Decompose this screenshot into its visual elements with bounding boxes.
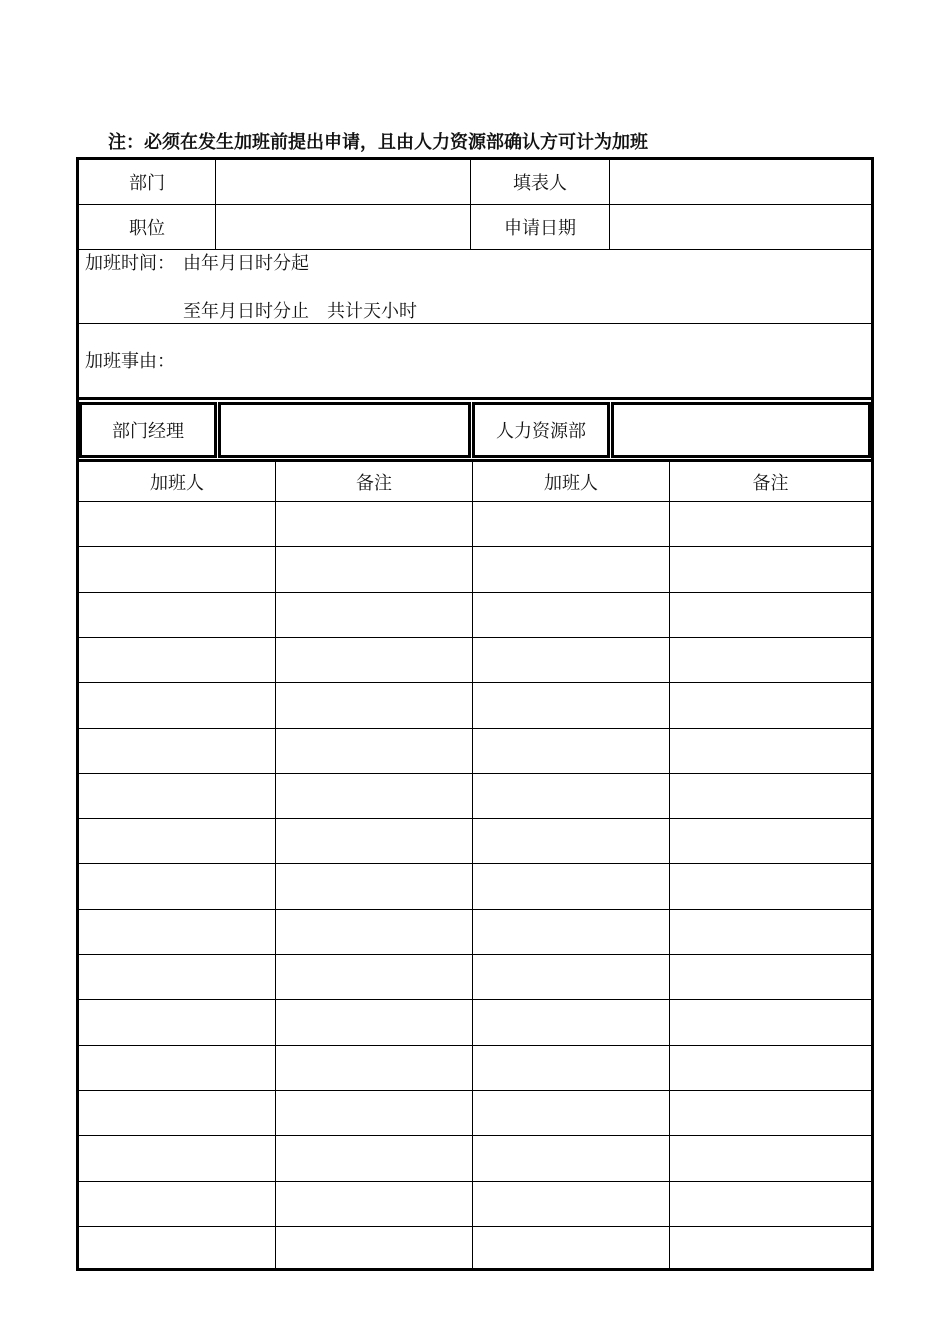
- roster-remark-cell[interactable]: [277, 729, 473, 773]
- overtime-reason-label: 加班事由：: [85, 351, 175, 372]
- filler-label: 填表人: [513, 173, 567, 194]
- roster-remark-cell[interactable]: [671, 1136, 871, 1180]
- roster-person-cell[interactable]: [474, 1091, 670, 1135]
- divider: [609, 160, 610, 249]
- roster-remark-cell[interactable]: [277, 1136, 473, 1180]
- roster-person-cell[interactable]: [80, 1182, 276, 1226]
- roster-remark-cell[interactable]: [277, 593, 473, 637]
- overtime-reason-field[interactable]: [179, 324, 871, 397]
- overtime-start-text[interactable]: 由年月日时分起: [183, 253, 309, 274]
- roster-person-cell[interactable]: [474, 683, 670, 727]
- roster-remark-cell[interactable]: [277, 1000, 473, 1044]
- roster-remark-cell[interactable]: [671, 1182, 871, 1226]
- overtime-end-text[interactable]: 至年月日时分止 共计天小时: [183, 301, 417, 322]
- roster-header-remark-2: 备注: [752, 473, 789, 494]
- roster-remark-cell[interactable]: [277, 1046, 473, 1090]
- roster-remark-cell[interactable]: [671, 1000, 871, 1044]
- divider: [472, 462, 473, 1268]
- roster-header-remark-1: 备注: [356, 473, 392, 494]
- roster-remark-cell[interactable]: [277, 1091, 473, 1135]
- roster-person-cell[interactable]: [80, 864, 276, 908]
- roster-person-cell[interactable]: [80, 819, 276, 863]
- roster-person-cell[interactable]: [80, 1091, 276, 1135]
- roster-remark-cell[interactable]: [277, 864, 473, 908]
- roster-remark-cell[interactable]: [671, 502, 871, 546]
- overtime-form: [76, 157, 874, 1271]
- roster-remark-cell[interactable]: [671, 638, 871, 682]
- roster-remark-cell[interactable]: [671, 774, 871, 818]
- hr-label-box: [472, 402, 610, 458]
- roster-person-cell[interactable]: [80, 683, 276, 727]
- roster-person-cell[interactable]: [80, 638, 276, 682]
- roster-header-person-2: 加班人: [544, 473, 598, 494]
- roster-person-cell[interactable]: [80, 774, 276, 818]
- divider: [79, 459, 871, 462]
- roster-person-cell[interactable]: [474, 1046, 670, 1090]
- overtime-time-label: 加班时间：: [85, 253, 175, 274]
- roster-person-cell[interactable]: [80, 1227, 276, 1271]
- roster-person-cell[interactable]: [474, 502, 670, 546]
- roster-header-person-1: 加班人: [150, 473, 204, 494]
- roster-person-cell[interactable]: [474, 729, 670, 773]
- hr-sign-field[interactable]: [611, 402, 871, 458]
- roster-person-cell[interactable]: [80, 547, 276, 591]
- roster-person-cell[interactable]: [474, 1227, 670, 1271]
- roster-remark-cell[interactable]: [277, 774, 473, 818]
- roster-person-cell[interactable]: [80, 502, 276, 546]
- apply-date-field[interactable]: [610, 205, 871, 249]
- manager-label: 部门经理: [112, 421, 184, 442]
- roster-person-cell[interactable]: [474, 774, 670, 818]
- roster-person-cell[interactable]: [80, 1046, 276, 1090]
- roster-remark-cell[interactable]: [277, 1182, 473, 1226]
- manager-sign-field[interactable]: [218, 402, 471, 458]
- roster-person-cell[interactable]: [474, 638, 670, 682]
- roster-remark-cell[interactable]: [671, 1091, 871, 1135]
- divider: [79, 397, 871, 400]
- divider: [215, 160, 216, 249]
- manager-label-box: [79, 402, 217, 458]
- department-field[interactable]: [216, 160, 470, 204]
- roster-person-cell[interactable]: [80, 729, 276, 773]
- roster-remark-cell[interactable]: [671, 729, 871, 773]
- roster-person-cell[interactable]: [474, 1182, 670, 1226]
- roster-person-cell[interactable]: [80, 593, 276, 637]
- roster-person-cell[interactable]: [474, 593, 670, 637]
- position-field[interactable]: [216, 205, 470, 249]
- roster-remark-cell[interactable]: [277, 502, 473, 546]
- roster-remark-cell[interactable]: [671, 547, 871, 591]
- roster-person-cell[interactable]: [474, 910, 670, 954]
- roster-remark-cell[interactable]: [671, 864, 871, 908]
- roster-remark-cell[interactable]: [671, 955, 871, 999]
- filler-field[interactable]: [610, 160, 871, 204]
- divider: [79, 249, 871, 250]
- roster-person-cell[interactable]: [80, 955, 276, 999]
- roster-person-cell[interactable]: [80, 1000, 276, 1044]
- roster-remark-cell[interactable]: [277, 683, 473, 727]
- roster-person-cell[interactable]: [80, 910, 276, 954]
- roster-person-cell[interactable]: [474, 1136, 670, 1180]
- roster-remark-cell[interactable]: [277, 638, 473, 682]
- department-label: 部门: [129, 173, 165, 194]
- roster-remark-cell[interactable]: [671, 593, 871, 637]
- roster-remark-cell[interactable]: [277, 910, 473, 954]
- form-note: 注：必须在发生加班前提出申请，且由人力资源部确认方可计为加班: [108, 132, 648, 153]
- roster-remark-cell[interactable]: [277, 547, 473, 591]
- roster-remark-cell[interactable]: [671, 819, 871, 863]
- hr-label: 人力资源部: [496, 421, 586, 442]
- roster-person-cell[interactable]: [80, 1136, 276, 1180]
- roster-person-cell[interactable]: [474, 547, 670, 591]
- roster-remark-cell[interactable]: [277, 955, 473, 999]
- divider: [275, 462, 276, 1268]
- roster-person-cell[interactable]: [474, 955, 670, 999]
- roster-remark-cell[interactable]: [277, 1227, 473, 1271]
- roster-person-cell[interactable]: [474, 819, 670, 863]
- roster-remark-cell[interactable]: [671, 910, 871, 954]
- roster-remark-cell[interactable]: [277, 819, 473, 863]
- roster-person-cell[interactable]: [474, 1000, 670, 1044]
- roster-remark-cell[interactable]: [671, 1046, 871, 1090]
- divider: [470, 160, 471, 249]
- position-label: 职位: [129, 218, 165, 239]
- roster-remark-cell[interactable]: [671, 683, 871, 727]
- apply-date-label: 申请日期: [504, 218, 576, 239]
- roster-person-cell[interactable]: [474, 864, 670, 908]
- roster-remark-cell[interactable]: [671, 1227, 871, 1271]
- divider: [669, 462, 670, 1268]
